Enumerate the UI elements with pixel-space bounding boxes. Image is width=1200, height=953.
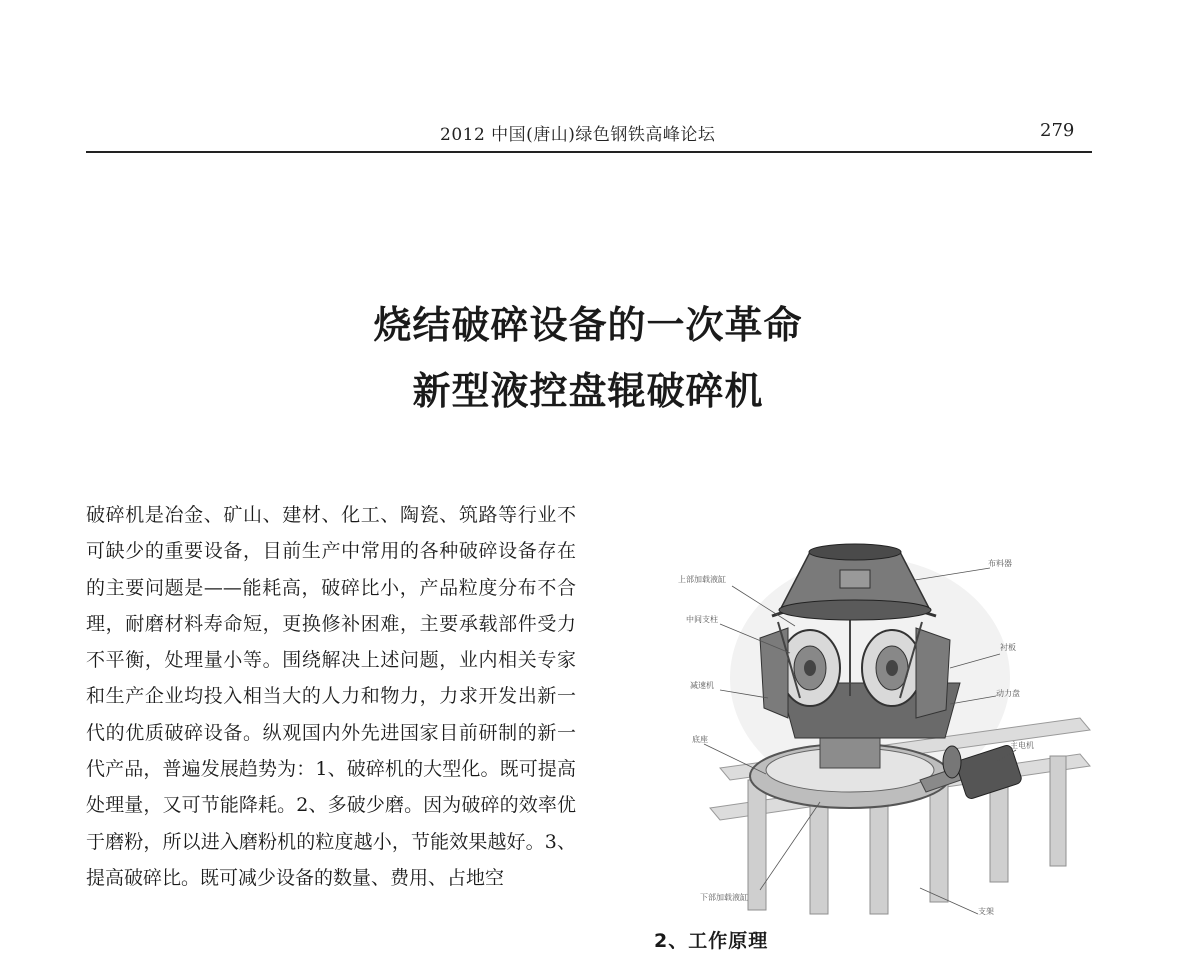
label-hopper: 布料器 (988, 559, 1012, 568)
running-header-title: 2012 中国(唐山)绿色钢铁高峰论坛 (440, 125, 716, 145)
label-lower-cylinder: 下部加载液缸 (700, 893, 748, 902)
header-divider (86, 151, 1092, 153)
section-heading: 2、工作原理 (654, 930, 769, 952)
article-title-line-1: 烧结破碎设备的一次革命 (373, 303, 803, 347)
label-base: 底座 (692, 735, 708, 744)
crusher-figure (660, 518, 1100, 920)
label-reducer: 减速机 (690, 681, 714, 690)
crusher-illustration (660, 518, 1100, 920)
label-liner: 衬板 (1000, 643, 1016, 652)
label-support: 支架 (978, 907, 994, 916)
label-power-plate: 动力盘 (996, 689, 1020, 698)
label-upper-cylinder: 上部加载液缸 (678, 575, 726, 584)
article-title-line-2: 新型液控盘辊破碎机 (412, 369, 764, 413)
label-motor: 主电机 (1010, 741, 1034, 750)
label-middle-post: 中间支柱 (686, 615, 718, 624)
body-paragraph: 破碎机是冶金、矿山、建材、化工、陶瓷、筑路等行业不可缺少的重要设备，目前生产中常用的各种破碎设备存在的主要问题是——能耗高，破碎比小，产品粒度分布不合理，耐磨材料寿命短，更换修补困难，主要承载部件受力不平衡，处理量小等。围绕解决上述问题，业内相关专家和生产企业均投入相当大的人力和物力，力求开发出新一代的优质破碎设备。纵观国内外先进国家目前研制的新一代产品，普遍发展趋势为：1、破碎机的大型化。既可提高处理量，又可节能降耗。2、多破少磨。因为破碎的效率优于磨粉，所以进入磨粉机的粒度越小，节能效果越好。3、提高破碎比。既可减少设备的数量、费用、占地空 (86, 504, 576, 889)
page-number: 279 (1040, 120, 1075, 141)
